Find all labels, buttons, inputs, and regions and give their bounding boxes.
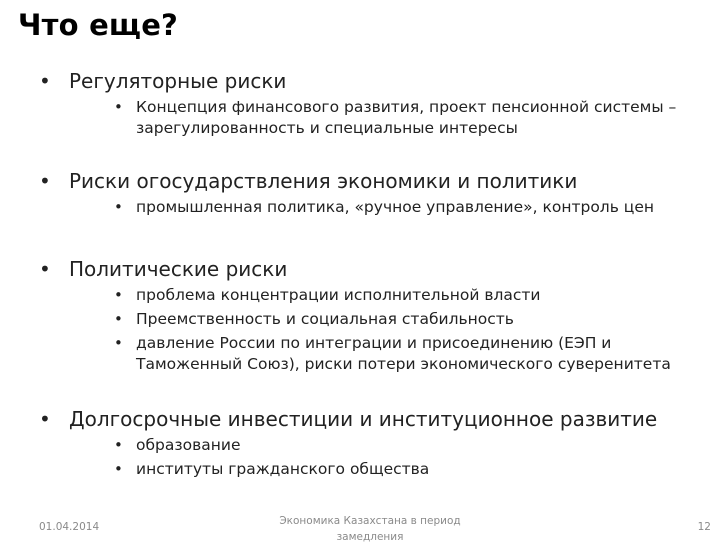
section-heading-text: Политические риски: [69, 257, 288, 281]
footer-presentation-title: [270, 513, 470, 545]
sub-bullet-list: [0, 97, 719, 139]
sub-bullet-item: [0, 459, 719, 480]
bullet-icon: •: [114, 310, 123, 328]
sub-bullet-item: [0, 435, 719, 456]
bullet-icon: •: [114, 198, 123, 216]
sub-bullet-text: промышленная политика, «ручное управление», контроль цен: [136, 198, 655, 216]
sub-bullet-item: [0, 309, 719, 330]
sub-bullet-list: [0, 197, 719, 218]
slide-title: Что еще?: [18, 8, 179, 42]
section-regulatory-risks: [0, 68, 719, 142]
footer-page-number: 12: [697, 521, 711, 533]
sub-bullet-text: Преемственность и социальная стабильность: [136, 310, 514, 328]
sub-bullet-item: [0, 97, 719, 139]
sub-bullet-text: Концепция финансового развития, проект пенсионной системы – зарегулированность и специальные интересы: [136, 98, 677, 137]
sub-bullet-text: проблема концентрации исполнительной власти: [136, 286, 541, 304]
bullet-icon: •: [114, 334, 123, 352]
bullet-icon: •: [39, 69, 51, 93]
footer-date: 01.04.2014: [39, 521, 100, 533]
section-state-risks: [0, 168, 719, 221]
bullet-icon: •: [114, 460, 123, 478]
section-heading: [0, 168, 719, 194]
section-heading-text: Долгосрочные инвестиции и институционное развитие: [69, 407, 658, 431]
section-heading-text: Риски огосударствления экономики и политики: [69, 169, 578, 193]
sub-bullet-item: [0, 197, 719, 218]
bullet-icon: •: [39, 169, 51, 193]
bullet-icon: •: [114, 436, 123, 454]
section-long-term-investment: [0, 406, 719, 483]
sub-bullet-text: образование: [136, 436, 241, 454]
bullet-icon: •: [39, 407, 51, 431]
sub-bullet-text: институты гражданского общества: [136, 460, 430, 478]
section-political-risks: [0, 256, 719, 378]
sub-bullet-item: [0, 333, 719, 375]
footer-title-line: Экономика Казахстана в период: [279, 515, 461, 527]
footer-title-line: замедления: [336, 531, 404, 543]
section-heading: [0, 406, 719, 432]
bullet-icon: •: [114, 286, 123, 304]
section-heading: [0, 256, 719, 282]
sub-bullet-text: давление России по интеграции и присоединению (ЕЭП и Таможенный Союз), риски потери экономического суверенитета: [136, 334, 671, 373]
bullet-icon: •: [114, 98, 123, 116]
section-heading-text: Регуляторные риски: [69, 69, 287, 93]
section-heading: [0, 68, 719, 94]
sub-bullet-list: [0, 435, 719, 480]
sub-bullet-item: [0, 285, 719, 306]
sub-bullet-list: [0, 285, 719, 375]
bullet-icon: •: [39, 257, 51, 281]
